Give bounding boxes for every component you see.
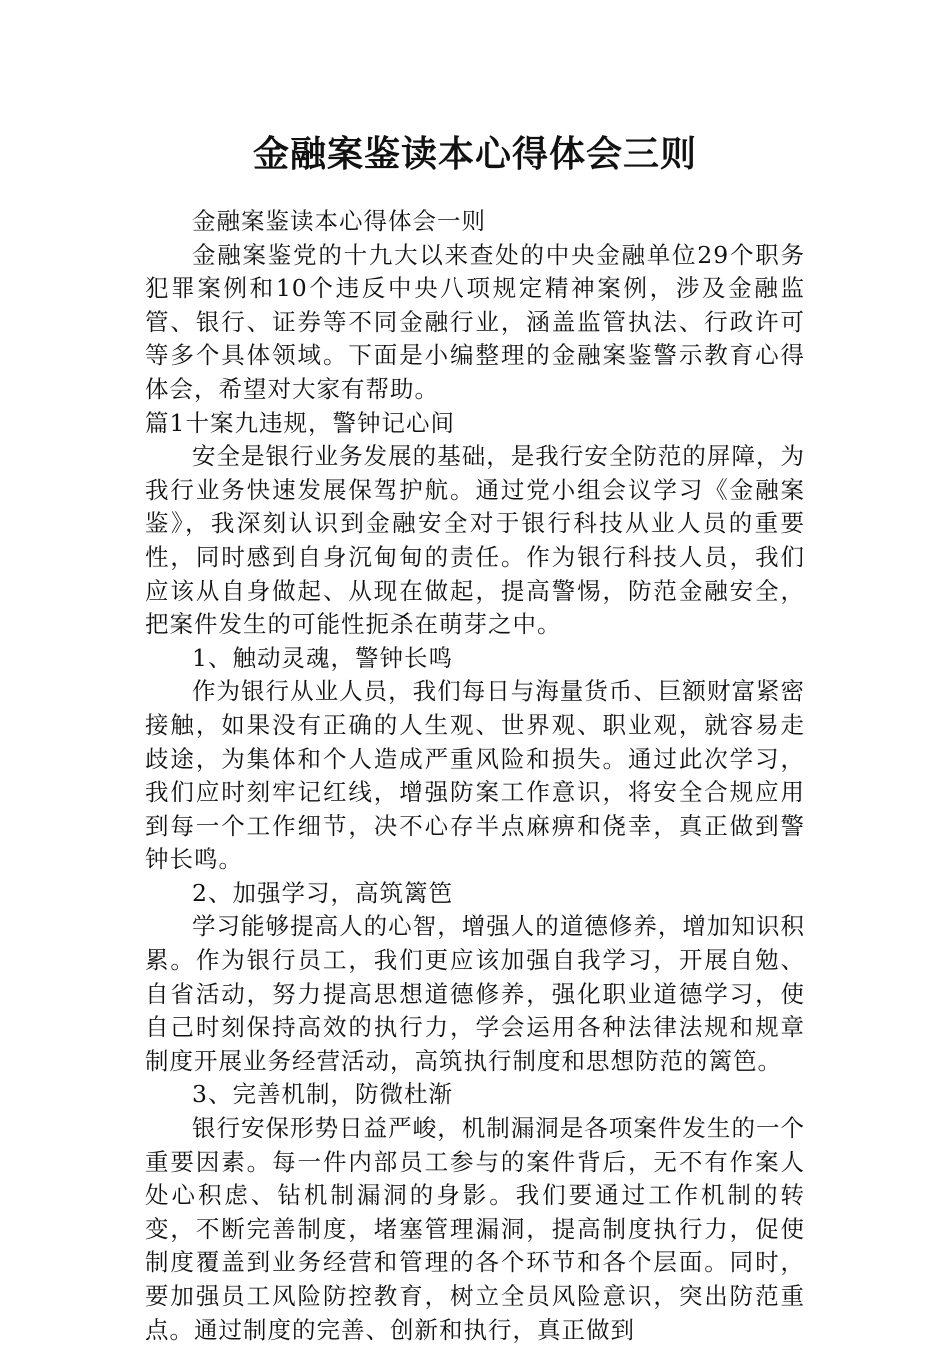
document-title: 金融案鉴读本心得体会三则 (252, 134, 697, 175)
paragraph: 学习能够提高人的心智，增强人的道德修养，增加知识积累。作为银行员工，我们更应该加强自我学习，开展自勉、自省活动，努力提高思想道德修养，强化职业道德学习，使自己时刻保持高效的执行力，学会运用各种法律法规和规章制度开展业务经营活动，高筑执行制度和思想防范的篱笆。 (145, 912, 805, 1075)
document-body (145, 205, 805, 1347)
subsection-heading: 2、加强学习，高筑篱笆 (192, 878, 453, 907)
section-heading: 篇1十案九违规，警钟记心间 (145, 408, 455, 437)
paragraph: 作为银行从业人员，我们每日与海量货币、巨额财富紧密接触，如果没有正确的人生观、世界观、职业观，就容易走歧途，为集体和个人造成严重风险和损失。通过此次学习，我们应时刻牢记红线，增强防案工作意识，将安全合规应用到每一个工作细节，决不心存半点麻痹和侥幸，真正做到警钟长鸣。 (145, 677, 805, 874)
paragraph: 金融案鉴读本心得体会一则 (192, 207, 486, 235)
subsection-heading: 3、完善机制，防微杜渐 (192, 1080, 453, 1109)
paragraph: 安全是银行业务发展的基础，是我行安全防范的屏障，为我行业务快速发展保驾护航。通过党小组会议学习《金融案鉴》，我深刻认识到金融安全对于银行科技从业人员的重要性，同时感到自身沉甸甸的责任。作为银行科技人员，我们应该从自身做起、从现在做起，提高警惕，防范金融安全，把案件发生的可能性扼杀在萌芽之中。 (145, 442, 805, 639)
paragraph: 银行安保形势日益严峻，机制漏洞是各项案件发生的一个重要因素。每一件内部员工参与的案件背后，无不有作案人处心积虑、钻机制漏洞的身影。我们要通过工作机制的转变，不断完善制度，堵塞管理漏洞，提高制度执行力，促使制度覆盖到业务经营和管理的各个环节和各个层面。同时，要加强员工风险防控教育，树立全员风险意识，突出防范重点。通过制度的完善、创新和执行，真正做到 (145, 1114, 805, 1344)
subsection-heading: 1、触动灵魂，警钟长鸣 (192, 643, 453, 672)
paragraph: 金融案鉴党的十九大以来查处的中央金融单位29个职务犯罪案例和10个违反中央八项规定精神案例，涉及金融监管、银行、证券等不同金融行业，涵盖监管执法、行政许可等多个具体领域。下面是小编整理的金融案鉴警示教育心得体会，希望对大家有帮助。 (145, 240, 805, 403)
